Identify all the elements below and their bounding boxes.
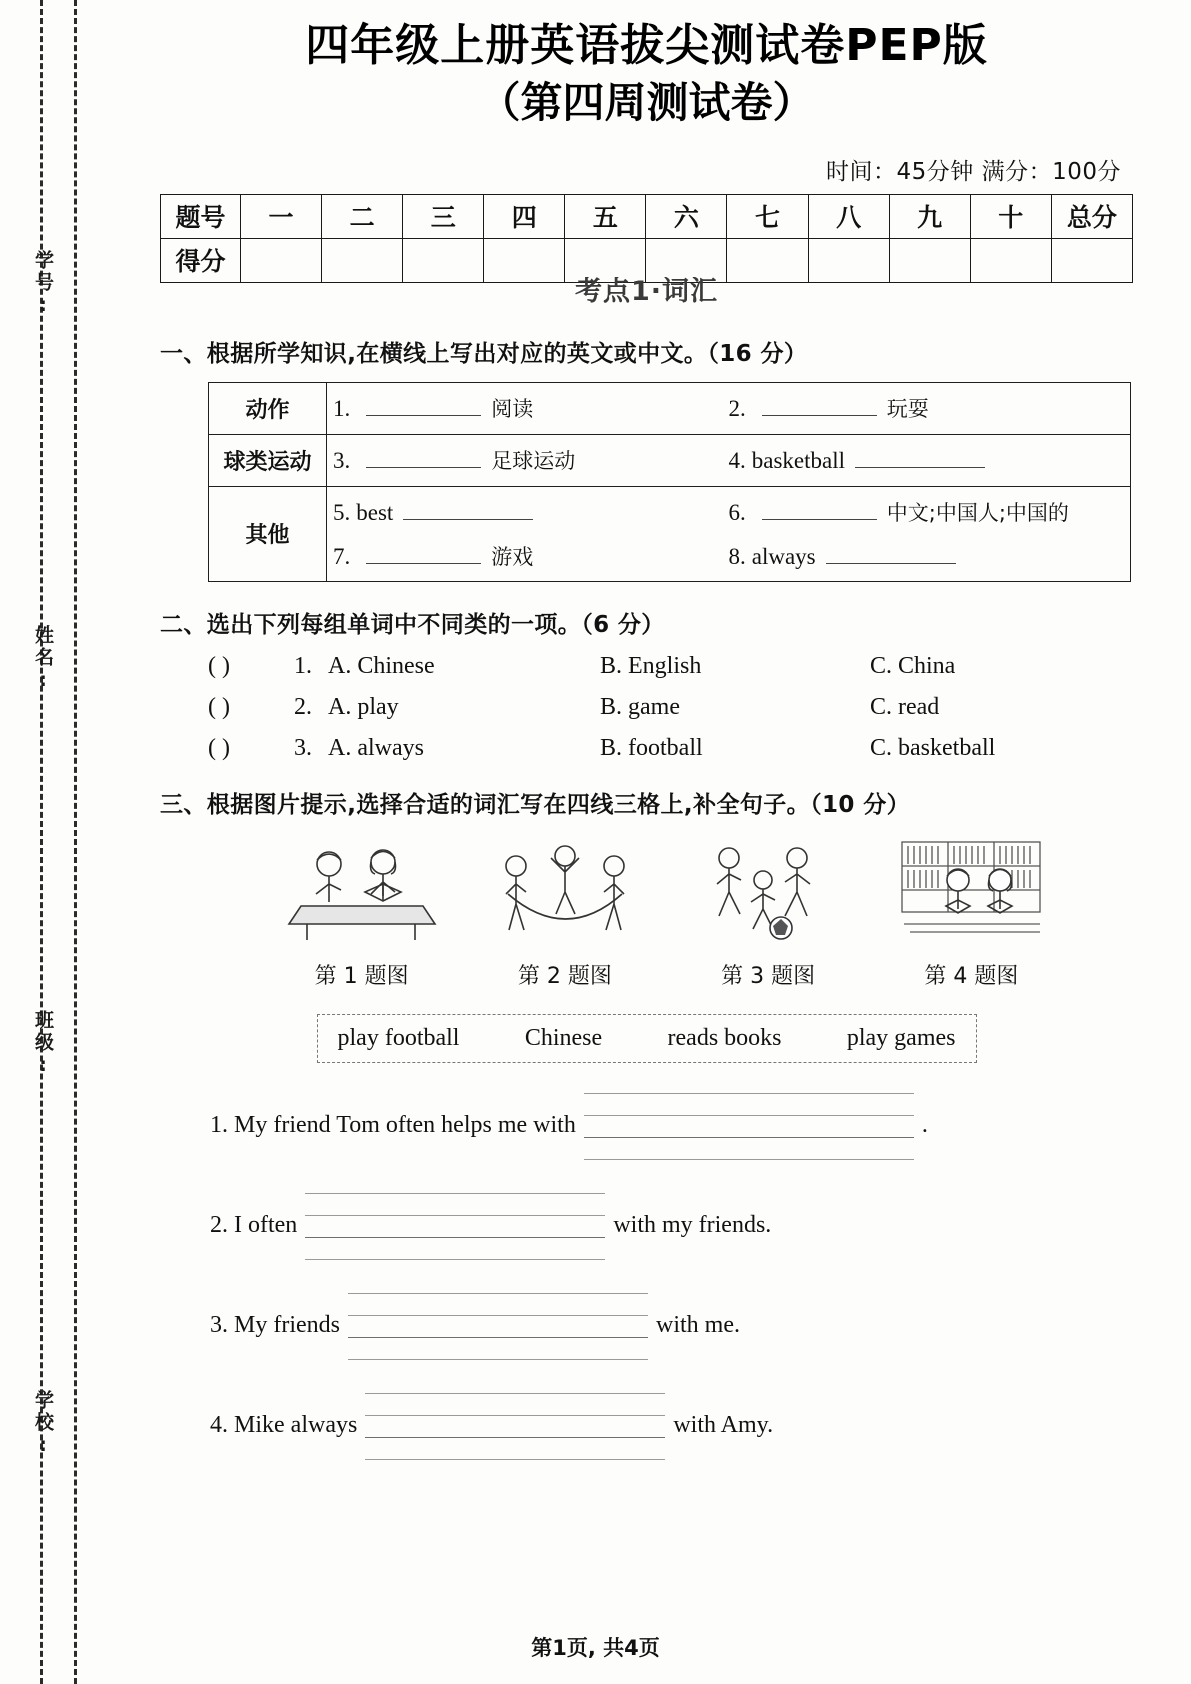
vocab-row-others [209,486,1131,581]
vocab-item-8-english: always [751,543,816,569]
vocab-cells-others [327,486,1131,581]
vocab-item-8-blank[interactable] [826,542,956,564]
vocab-item-2-blank[interactable] [762,394,877,416]
picture-cell-2 [485,837,645,990]
margin-label-name: 姓名: [32,625,54,694]
page-footer: 第1页, 共4页 [531,1636,660,1660]
vocab-item-3-chinese: 足球运动 [491,449,576,474]
fill-sentence-2-lead: 2. I often [210,1212,298,1239]
vocab-item-4-blank[interactable] [855,446,985,468]
margin-label-student-id: 学号: [32,250,54,319]
score-table-score-row [161,238,1133,282]
vocab-item-1[interactable] [333,393,729,423]
vocab-item-2-number: 2. [728,396,746,422]
fill-sentence-2-tail: with my friends. [613,1212,772,1239]
score-cell-9[interactable] [889,238,970,282]
mc-question-3-option-b[interactable]: B. football [600,734,703,761]
mc-question-1-option-a[interactable]: A. Chinese [328,652,435,679]
picture-2-jumping-rope-icon [485,837,645,945]
picture-caption-3: 第 3 题图 [721,963,816,989]
binding-dash-line-inner [74,0,77,1684]
fill-sentence-1 [160,1089,1133,1163]
score-cell-2[interactable] [322,238,403,282]
mc-question-2-option-a[interactable]: A. play [328,693,399,720]
vocab-row-ball-sports [209,434,1131,486]
fill-sentence-3-lead: 3. My friends [210,1312,340,1339]
mc-question-1-option-c[interactable]: C. China [870,652,956,679]
vocab-item-2-chinese: 玩耍 [886,397,929,422]
vocab-item-3-number: 3. [333,448,351,474]
score-table-label-score: 得分 [161,238,241,282]
vocab-item-6[interactable] [729,497,1125,527]
exam-point-banner-label: 考点1·词汇 [574,276,719,307]
vocab-item-3[interactable] [333,445,729,475]
score-table [160,194,1133,283]
vocab-cells-ball-sports [327,434,1131,486]
picture-caption-2: 第 2 题图 [517,963,612,989]
mc-question-1[interactable] [160,653,1133,680]
vocab-item-7-blank[interactable] [366,542,481,564]
vocab-item-1-number: 1. [333,396,351,422]
page-subtitle: （第四周测试卷） [478,78,815,128]
score-col-5: 五 [565,194,646,238]
vocab-item-7-number: 7. [333,543,351,569]
section-2-heading: 二、选出下列每组单词中不同类的一项。（6 分） [160,611,665,638]
binding-margin [0,0,110,1684]
margin-label-class: 班级: [32,1010,54,1079]
fill-sentence-2-writing-grid[interactable] [305,1189,605,1263]
mc-question-3-option-a[interactable]: A. always [328,734,424,761]
picture-1-reading-at-desk-icon [282,837,442,945]
score-cell-total[interactable] [1051,238,1132,282]
mc-question-2-option-c[interactable]: C. read [870,693,940,720]
vocab-category-actions: 动作 [209,382,327,434]
vocab-item-5[interactable] [333,498,729,526]
vocab-item-1-blank[interactable] [366,394,481,416]
mc-question-2-answer-box[interactable]: ( ) [208,693,230,720]
picture-cell-3 [688,837,848,990]
vocab-row-actions [209,382,1131,434]
score-cell-8[interactable] [808,238,889,282]
vocab-item-6-chinese: 中文;中国人;中国的 [886,500,1069,525]
vocab-item-5-english: best [356,499,394,525]
fill-sentence-1-writing-grid[interactable] [584,1089,914,1163]
vocab-item-4-number: 4. [728,448,746,474]
picture-caption-1: 第 1 题图 [314,963,409,989]
fill-sentence-4 [160,1389,1133,1463]
fill-sentence-4-writing-grid[interactable] [365,1389,665,1463]
fill-sentence-3 [160,1289,1133,1363]
score-col-8: 八 [808,194,889,238]
score-table-label-question-no: 题号 [161,194,241,238]
vocab-item-3-blank[interactable] [366,446,481,468]
score-col-total: 总分 [1051,194,1132,238]
vocab-item-2[interactable] [729,393,1125,423]
score-col-1: 一 [241,194,322,238]
vocab-cells-actions [327,382,1131,434]
word-bank-item-4[interactable]: play games [846,1024,956,1051]
exam-paper-page [110,0,1191,1684]
vocab-category-others: 其他 [209,486,327,581]
picture-cell-4 [891,837,1051,990]
score-col-6: 六 [646,194,727,238]
score-col-7: 七 [727,194,808,238]
mc-question-2[interactable] [160,694,1133,721]
score-col-4: 四 [484,194,565,238]
vocab-item-8-number: 8. [728,543,746,569]
score-cell-10[interactable] [970,238,1051,282]
mc-question-3-number: 3. [294,734,312,761]
picture-3-playing-football-icon [688,837,848,945]
mc-question-1-number: 1. [294,652,312,679]
vocab-item-8[interactable] [729,542,1125,570]
fill-sentence-3-tail: with me. [655,1312,740,1339]
mc-question-3[interactable] [160,735,1133,762]
section-1-heading: 一、根据所学知识,在横线上写出对应的英文或中文。（16 分） [160,340,808,367]
picture-cell-1 [282,837,442,990]
fill-sentence-2 [160,1189,1133,1263]
score-cell-6[interactable] [646,238,727,282]
word-bank-item-2[interactable]: Chinese [524,1024,603,1051]
picture-caption-4: 第 4 题图 [924,963,1019,989]
fill-sentence-1-tail: . [921,1112,928,1139]
vocabulary-table [208,382,1131,582]
vocab-item-6-number: 6. [728,499,746,525]
word-bank-item-1[interactable]: play football [337,1024,460,1051]
mc-question-1-answer-box[interactable]: ( ) [208,652,230,679]
vocab-item-5-number: 5. [333,499,351,525]
vocab-category-ball-sports: 球类运动 [209,434,327,486]
mc-question-1-option-b[interactable]: B. English [600,652,702,679]
word-bank-item-3[interactable]: reads books [667,1024,782,1051]
score-cell-5[interactable] [565,238,646,282]
mc-question-3-option-c[interactable]: C. basketball [870,734,996,761]
vocab-item-7-chinese: 游戏 [491,544,534,569]
fill-sentence-4-tail: with Amy. [673,1412,774,1439]
exam-point-banner [160,277,1133,311]
picture-4-library-reading-icon [891,837,1051,945]
fill-sentence-3-writing-grid[interactable] [348,1289,648,1363]
page-title: 四年级上册英语拔尖测试卷PEP版 [305,20,988,71]
vocab-item-5-blank[interactable] [403,498,533,520]
score-cell-4[interactable] [484,238,565,282]
score-cell-3[interactable] [403,238,484,282]
word-bank [317,1014,977,1063]
margin-label-school: 学校: [32,1390,54,1459]
fill-sentence-4-lead: 4. Mike always [210,1412,358,1439]
vocab-item-7[interactable] [333,541,729,571]
score-cell-7[interactable] [727,238,808,282]
mc-question-3-answer-box[interactable]: ( ) [208,734,230,761]
exam-meta-info: 时间：45分钟 满分：100分 [826,158,1121,185]
vocab-item-4[interactable] [729,446,1125,474]
mc-question-2-option-b[interactable]: B. game [600,693,680,720]
score-col-3: 三 [403,194,484,238]
score-table-header-row [161,194,1133,238]
picture-prompt-row [160,837,1133,990]
mc-question-2-number: 2. [294,693,312,720]
score-col-9: 九 [889,194,970,238]
fill-sentence-1-lead: 1. My friend Tom often helps me with [210,1112,576,1139]
score-col-2: 二 [322,194,403,238]
section-3-heading: 三、根据图片提示,选择合适的词汇写在四线三格上,补全句子。（10 分） [160,791,910,818]
vocab-item-6-blank[interactable] [762,498,877,520]
score-cell-1[interactable] [241,238,322,282]
vocab-item-4-english: basketball [751,448,845,474]
score-col-10: 十 [970,194,1051,238]
vocab-item-1-chinese: 阅读 [491,397,534,422]
